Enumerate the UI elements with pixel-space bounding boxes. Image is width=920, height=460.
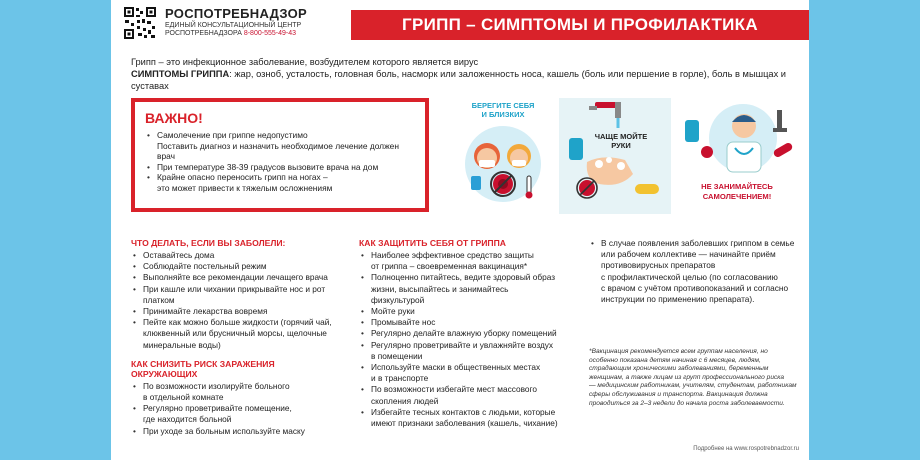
reduce-risk-title: КАК СНИЗИТЬ РИСК ЗАРАЖЕНИЯ ОКРУЖАЮЩИХ bbox=[131, 358, 275, 379]
org-name: РОСПОТРЕБНАДЗОР bbox=[165, 6, 308, 21]
list-item-line: • Наиболее эффективное средство защиты bbox=[371, 250, 534, 260]
list-item-line: • В случае появления заболевших гриппом в семье bbox=[601, 238, 795, 248]
important-title: ВАЖНО! bbox=[145, 110, 203, 126]
list-item-line: • Принимайте лекарства вовремя bbox=[143, 306, 268, 317]
list-item-line: • Соблюдайте постельный режим bbox=[143, 261, 267, 272]
list-item bbox=[145, 162, 415, 173]
list-item bbox=[131, 381, 341, 403]
list-item bbox=[359, 384, 569, 406]
list-item-line: в помещении bbox=[371, 350, 423, 361]
list-item-line: • Мойте руки bbox=[371, 306, 415, 317]
list-item-line: • Избегайте тесных контактов с людьми, которые bbox=[371, 406, 556, 417]
list-item-line: минеральные воды) bbox=[143, 339, 221, 350]
germ-icon bbox=[577, 178, 597, 198]
list-item-line: платком bbox=[143, 294, 175, 305]
center-line1: ЕДИНЫЙ КОНСУЛЬТАЦИОННЫЙ ЦЕНТР bbox=[165, 22, 302, 29]
microscope-icon bbox=[773, 110, 787, 132]
qr-code-icon bbox=[123, 6, 157, 40]
list-item-line: с профилактической целью (по согласованию bbox=[601, 271, 778, 282]
list-item-line: физкультурой bbox=[371, 294, 425, 305]
list-item-line: от гриппа – своевременная вакцинация* bbox=[371, 261, 528, 272]
faucet-icon bbox=[589, 102, 621, 128]
list-item-line: • Оставайтесь дома bbox=[143, 250, 215, 260]
protect-family-illustration bbox=[451, 98, 555, 212]
list-item bbox=[145, 130, 415, 162]
soap-bar-icon bbox=[635, 184, 659, 194]
poster bbox=[111, 0, 809, 460]
wash-hands-illustration bbox=[559, 98, 671, 214]
if-sick-title: ЧТО ДЕЛАТЬ, ЕСЛИ ВЫ ЗАБОЛЕЛИ: bbox=[131, 238, 286, 248]
center-line2: РОСПОТРЕБНАДЗОРА 8-800-555-49-43 bbox=[165, 30, 296, 37]
virus-icon bbox=[491, 172, 515, 196]
ill1-caption-line2: И БЛИЗКИХ bbox=[481, 110, 525, 119]
list-item-line: • При уходе за больным используйте маску bbox=[143, 425, 305, 436]
protect-title: КАК ЗАЩИТИТЬ СЕБЯ ОТ ГРИППА bbox=[359, 238, 506, 248]
list-item bbox=[131, 426, 341, 437]
list-item-line: • Регулярно проветривайте помещение, bbox=[143, 403, 292, 414]
ill3-caption-line2: САМОЛЕЧЕНИЕМ! bbox=[702, 192, 772, 201]
list-item-line: жизни, высыпайтесь и занимайтесь bbox=[371, 283, 509, 294]
footer-link[interactable]: Подробнее на www.rospotrebnadzor.ru bbox=[693, 446, 799, 452]
family-list bbox=[589, 238, 799, 305]
list-item bbox=[359, 272, 569, 306]
ill3-caption-line1: НЕ ЗАНИМАЙТЕСЬ bbox=[701, 182, 773, 191]
list-item bbox=[145, 172, 415, 193]
ill2-caption-line2: РУКИ bbox=[611, 141, 631, 150]
list-item-line: противовирусных препаратов bbox=[601, 260, 716, 271]
list-item bbox=[359, 362, 569, 384]
list-item-line: • Регулярно делайте влажную уборку помещений bbox=[371, 328, 557, 339]
list-item-line: • Промывайте нос bbox=[371, 317, 436, 328]
list-item-line: • Пейте как можно больше жидкости (горячий чай, bbox=[143, 317, 332, 328]
list-item-line: • Самолечение при гриппе недопустимо bbox=[157, 130, 308, 140]
page-title: ГРИПП – СИМПТОМЫ И ПРОФИЛАКТИКА bbox=[351, 10, 809, 40]
header bbox=[111, 0, 809, 52]
list-item bbox=[131, 284, 341, 306]
pill-bottle-icon bbox=[471, 176, 481, 190]
no-self-medication-illustration bbox=[677, 98, 805, 214]
list-item bbox=[131, 250, 341, 261]
list-item bbox=[131, 306, 341, 317]
list-item-line: скопления людей bbox=[371, 395, 439, 406]
list-item-line: • При температуре 38-39 градусов вызовите врача на дом bbox=[157, 161, 379, 172]
symptoms-text: : жар, озноб, усталость, головная боль, насморк или заложенность носа, кашель (боль или першение в горле), боль в мышцах и суставах bbox=[131, 69, 787, 91]
child-icon bbox=[507, 144, 531, 168]
vaccination-note: *Вакцинация рекомендуется всем группам населения, но особенно показана детям начиная с 6 месяцев, людям, страдающим хроническими заболеваниями, беременным женщинам, а также лицам из групп профессионального риска — медицинским работникам, учителям, студентам, работникам сферы обслуживания и транспорта. Вакцинация должна проводиться за 2–3 недели до начала роста заболеваемости. bbox=[589, 348, 797, 407]
list-item bbox=[131, 261, 341, 272]
list-item-line: • Используйте маски в общественных местах bbox=[371, 362, 541, 373]
list-item-line: с врачом с учётом противопоказаний и согласно bbox=[601, 282, 789, 293]
list-item-line: • По возможности избегайте мест массового bbox=[371, 384, 538, 395]
list-item bbox=[359, 328, 569, 339]
list-item-line: или рабочем коллективе — начинайте приём bbox=[601, 249, 776, 260]
list-item bbox=[359, 317, 569, 328]
intro-symptoms bbox=[131, 68, 801, 92]
list-item bbox=[359, 250, 569, 272]
important-box bbox=[131, 98, 429, 212]
list-item-line: инструкции по применению препарата). bbox=[601, 294, 755, 305]
column-protect bbox=[359, 238, 569, 429]
mother-icon bbox=[474, 143, 500, 169]
list-item-line: клюквенный или брусничный морсы, щелочные bbox=[143, 328, 327, 339]
list-item-line: • Регулярно проветривайте и увлажняйте воздух bbox=[371, 339, 554, 350]
list-item bbox=[359, 340, 569, 362]
symptoms-label: СИМПТОМЫ ГРИППА bbox=[131, 69, 230, 79]
list-item-line: • Полноценно питайтесь, ведите здоровый образ bbox=[371, 272, 556, 283]
soap-bottle-icon bbox=[569, 138, 583, 160]
important-list bbox=[145, 130, 415, 194]
list-item bbox=[359, 407, 569, 429]
column-if-sick bbox=[131, 238, 341, 437]
list-item-line: • При кашле или чихании прикрывайте нос и рот bbox=[143, 283, 326, 294]
list-item-line: и в транспорте bbox=[371, 373, 429, 384]
list-item-line: где находится больной bbox=[143, 414, 232, 425]
reduce-risk-list bbox=[131, 381, 341, 437]
list-item-line: в отдельной комнате bbox=[143, 392, 224, 403]
thermometer-icon bbox=[526, 176, 533, 199]
if-sick-list bbox=[131, 250, 341, 351]
list-item bbox=[359, 306, 569, 317]
ill2-caption-line1: ЧАЩЕ МОЙТЕ bbox=[594, 132, 648, 141]
list-item bbox=[589, 238, 799, 305]
list-item-line: это может привести к тяжелым осложнениям bbox=[157, 182, 333, 193]
list-item-line: • Крайне опасно переносить грипп на ногах – bbox=[157, 172, 328, 183]
list-item bbox=[131, 403, 341, 425]
intro bbox=[131, 56, 801, 92]
consult-center bbox=[165, 22, 335, 38]
protect-list bbox=[359, 250, 569, 429]
list-item-line: Поставить диагноз и назначить необходимое лечение должен врач bbox=[157, 140, 399, 162]
phone-number[interactable]: 8-800-555-49-43 bbox=[243, 30, 296, 37]
list-item-line: • Выполняйте все рекомендации лечащего врача bbox=[143, 272, 328, 283]
list-item-line: • По возможности изолируйте больного bbox=[143, 380, 290, 391]
column-family bbox=[589, 238, 799, 305]
list-item-line: имеют признаки заболевания (кашель, чихание) bbox=[371, 418, 558, 429]
list-item bbox=[131, 317, 341, 351]
list-item bbox=[131, 272, 341, 283]
intro-definition: Грипп – это инфекционное заболевание, возбудителем которого является вирус bbox=[131, 57, 479, 67]
ill1-caption-line1: БЕРЕГИТЕ СЕБЯ bbox=[471, 101, 535, 110]
